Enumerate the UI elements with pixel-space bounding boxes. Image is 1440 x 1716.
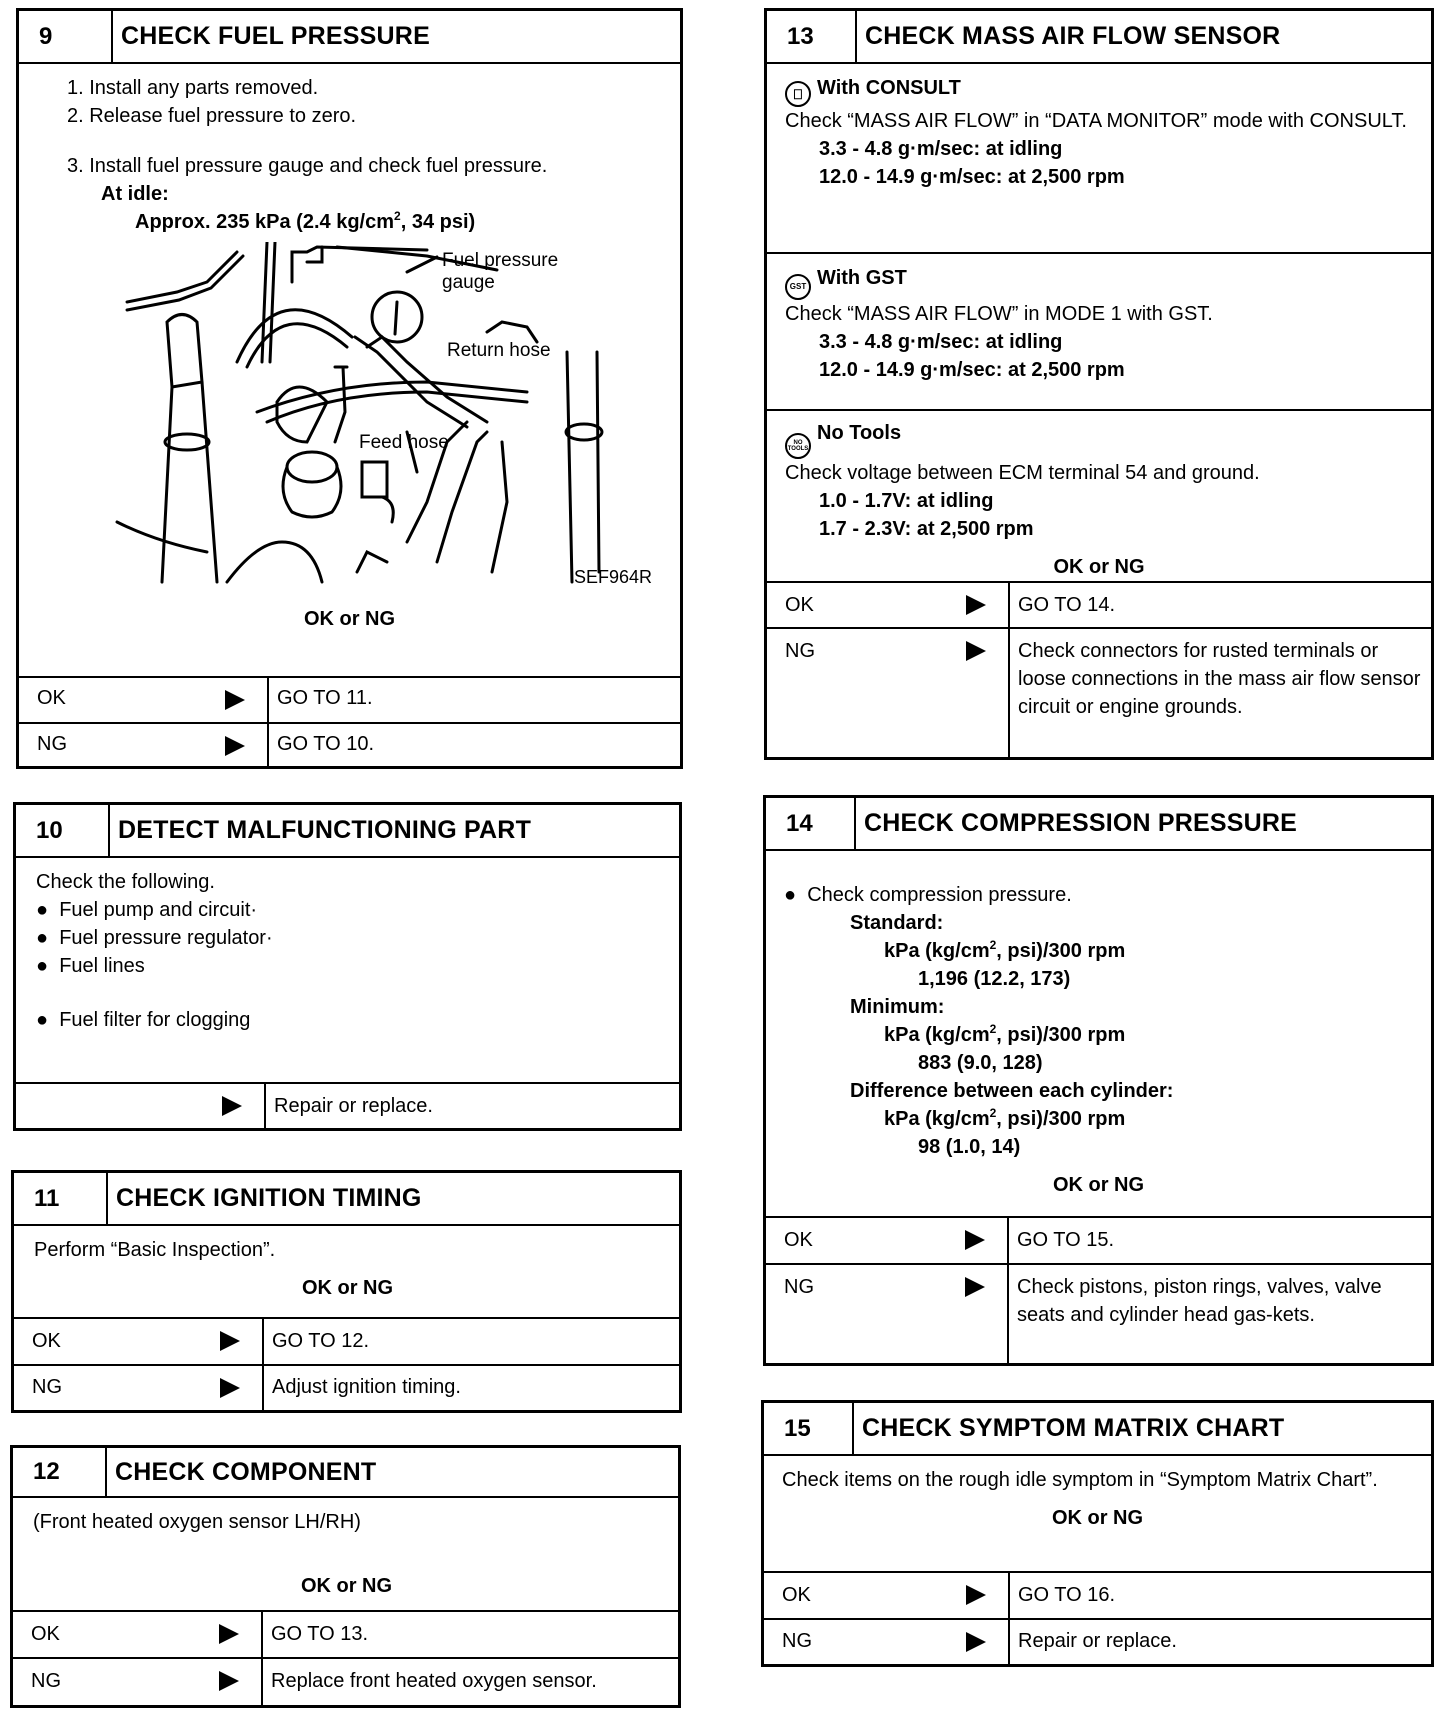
bullet-item: ● Check compression pressure.	[784, 884, 1072, 906]
spec-label: Minimum:	[850, 996, 945, 1018]
spec-line: 1.7 - 2.3V: at 2,500 rpm	[819, 518, 1034, 540]
result-label: NG	[37, 733, 67, 755]
method-text: Check “MASS AIR FLOW” in MODE 1 with GST.	[785, 302, 1213, 325]
step-10-body	[16, 858, 679, 1082]
step-14-body	[766, 851, 1431, 1216]
step-number: 11	[14, 1173, 108, 1224]
triangle-right-icon	[220, 1378, 240, 1398]
step-title: CHECK COMPRESSION PRESSURE	[864, 809, 1298, 837]
unit-text: kPa (kg/cm	[884, 1024, 990, 1046]
spec-label: Standard:	[850, 912, 944, 934]
result-label: OK	[37, 687, 66, 709]
intro-text: Check the following.	[36, 871, 215, 893]
no-tools-icon: NO TOOLS	[785, 433, 811, 459]
spec-unit	[784, 937, 1413, 965]
gst-icon: GST	[785, 274, 811, 300]
result-action: Repair or replace.	[1018, 1630, 1177, 1652]
step-15-header	[764, 1403, 1431, 1456]
decision-label: OK or NG	[1053, 556, 1145, 578]
bullet-item: ● Fuel filter for clogging	[36, 1009, 251, 1031]
triangle-right-icon	[225, 690, 245, 710]
engine-bay-drawing-icon	[107, 242, 652, 587]
triangle-right-icon	[222, 1096, 242, 1116]
result-action: GO TO 11.	[277, 687, 373, 709]
result-action: GO TO 14.	[1018, 594, 1116, 616]
step-title: CHECK FUEL PRESSURE	[121, 22, 430, 50]
step-13-box	[764, 8, 1434, 760]
instruction-2: 2. Release fuel pressure to zero.	[67, 105, 357, 127]
method-heading-text: No Tools	[817, 422, 902, 444]
step-title: CHECK MASS AIR FLOW SENSOR	[865, 22, 1281, 50]
unit-text: , psi)/300 rpm	[996, 940, 1126, 962]
result-label: OK	[782, 1584, 811, 1606]
result-action: GO TO 15.	[1017, 1229, 1115, 1251]
method-no-tools	[767, 411, 1431, 581]
superscript: 2	[989, 938, 997, 952]
decision-label: OK or NG	[1051, 1507, 1144, 1529]
spec-line: 1.0 - 1.7V: at idling	[819, 490, 994, 512]
method-text: Check voltage between ECM terminal 54 and ground.	[785, 462, 1260, 484]
figure-id: SEF964R	[573, 567, 652, 587]
return-hose-label: Return hose	[447, 340, 551, 361]
result-label: NG	[31, 1670, 61, 1692]
bullet-text: Check compression pressure.	[807, 884, 1072, 906]
step-title: CHECK SYMPTOM MATRIX CHART	[862, 1414, 1285, 1442]
bullet-item: ● Fuel pump and circuit·	[36, 899, 258, 921]
bullet-text: Fuel pressure regulator·	[59, 927, 273, 949]
step-9-header	[19, 11, 680, 64]
result-row	[16, 1082, 679, 1128]
spec-label: At idle:	[101, 183, 169, 205]
result-row-ng	[14, 1364, 679, 1410]
result-row-ok	[766, 1216, 1431, 1263]
spec-value: 1,196 (12.2, 173)	[918, 968, 1071, 990]
triangle-right-icon	[225, 736, 245, 756]
triangle-right-icon	[220, 1331, 240, 1351]
result-action: GO TO 10.	[277, 733, 375, 755]
spec-unit	[784, 1021, 1413, 1049]
triangle-right-icon	[219, 1671, 239, 1691]
body-text: (Front heated oxygen sensor LH/RH)	[33, 1511, 361, 1533]
bullet-text: Fuel filter for clogging	[59, 1009, 251, 1031]
step-number: 10	[16, 805, 110, 856]
spec-line: 12.0 - 14.9 g·m/sec: at 2,500 rpm	[819, 358, 1125, 381]
spec-value: 98 (1.0, 14)	[918, 1136, 1021, 1158]
step-9-body	[19, 64, 680, 676]
feed-hose-label: Feed hose	[359, 432, 449, 453]
step-11-header	[14, 1173, 679, 1226]
body-text: Perform “Basic Inspection”.	[34, 1239, 276, 1261]
method-heading-text: With CONSULT	[817, 77, 961, 99]
step-10-header	[16, 805, 679, 858]
step-10-box	[13, 802, 682, 1131]
spec-value-text: , 34 psi)	[400, 211, 476, 233]
result-action: Repair or replace.	[274, 1095, 433, 1117]
step-12-box	[10, 1445, 681, 1708]
result-row-ng	[13, 1657, 678, 1705]
label-line: gauge	[442, 272, 495, 293]
method-heading-text: With GST	[817, 266, 907, 289]
step-12-body	[13, 1498, 678, 1610]
triangle-right-icon	[966, 641, 986, 661]
bullet-item: ● Fuel lines	[36, 955, 145, 977]
method-heading	[785, 419, 1413, 459]
unit-text: kPa (kg/cm	[884, 940, 990, 962]
step-number: 12	[13, 1448, 107, 1496]
spec-value-text: Approx. 235 kPa (2.4 kg/cm	[135, 211, 395, 233]
spec-unit	[784, 1105, 1413, 1133]
superscript: 2	[989, 1106, 997, 1120]
triangle-right-icon	[219, 1624, 239, 1644]
step-15-body	[764, 1456, 1431, 1571]
instruction-1: 1. Install any parts removed.	[67, 77, 319, 99]
result-row-ng	[19, 722, 680, 766]
method-heading	[785, 74, 1413, 107]
decision-label: OK or NG	[1052, 1174, 1145, 1196]
result-row-ok	[767, 581, 1431, 627]
step-14-header	[766, 798, 1431, 851]
result-action: Adjust ignition timing.	[272, 1376, 461, 1398]
triangle-right-icon	[966, 595, 986, 615]
bullet-text: Fuel pump and circuit·	[59, 899, 258, 921]
step-number: 14	[766, 798, 856, 849]
spec-value	[67, 208, 662, 236]
result-row-ok	[13, 1610, 678, 1657]
step-12-header	[13, 1448, 678, 1498]
spec-value: 883 (9.0, 128)	[918, 1052, 1043, 1074]
result-label: OK	[31, 1623, 60, 1645]
label-line: Fuel pressure	[442, 250, 559, 271]
method-consult	[767, 64, 1431, 254]
step-14-box	[763, 795, 1434, 1366]
result-row-ng	[766, 1263, 1431, 1363]
result-row-ok	[19, 676, 680, 722]
method-heading	[785, 264, 1413, 300]
result-row-ng	[767, 627, 1431, 757]
step-title: DETECT MALFUNCTIONING PART	[118, 816, 532, 844]
result-action: Replace front heated oxygen sensor.	[271, 1670, 597, 1692]
method-gst	[767, 254, 1431, 411]
result-action: Check pistons, piston rings, valves, valve seats and cylinder head gas-kets.	[1017, 1276, 1382, 1326]
result-label: NG	[32, 1376, 62, 1398]
superscript: 2	[394, 209, 401, 223]
result-action: GO TO 16.	[1018, 1584, 1116, 1606]
result-action: GO TO 12.	[272, 1330, 370, 1352]
result-row-ok	[764, 1571, 1431, 1618]
result-label: OK	[785, 594, 814, 616]
method-text: Check “MASS AIR FLOW” in “DATA MONITOR” mode with CONSULT.	[785, 110, 1407, 132]
step-title: CHECK IGNITION TIMING	[116, 1184, 422, 1212]
result-label: NG	[784, 1276, 814, 1298]
result-label: NG	[785, 640, 815, 662]
bullet-item: ● Fuel pressure regulator·	[36, 927, 273, 949]
bullet-text: Fuel lines	[59, 955, 145, 977]
triangle-right-icon	[966, 1585, 986, 1605]
step-title: CHECK COMPONENT	[115, 1457, 377, 1486]
result-label: OK	[32, 1330, 61, 1352]
step-number: 13	[767, 11, 857, 62]
fuel-pressure-gauge-illustration	[107, 242, 652, 587]
triangle-right-icon	[966, 1632, 986, 1652]
triangle-right-icon	[965, 1277, 985, 1297]
unit-text: , psi)/300 rpm	[996, 1024, 1126, 1046]
spec-label: Difference between each cylinder:	[850, 1080, 1174, 1102]
result-action: GO TO 13.	[271, 1623, 369, 1645]
result-row-ok	[14, 1317, 679, 1364]
step-11-box	[11, 1170, 682, 1413]
step-13-header	[767, 11, 1431, 64]
spec-line: 3.3 - 4.8 g·m/sec: at idling	[819, 138, 1063, 160]
step-number: 9	[19, 11, 113, 62]
decision-label: OK or NG	[301, 1277, 394, 1299]
result-label: NG	[782, 1630, 812, 1652]
step-15-box	[761, 1400, 1434, 1667]
triangle-right-icon	[965, 1230, 985, 1250]
decision-label: OK or NG	[300, 1575, 393, 1597]
result-label: OK	[784, 1229, 813, 1251]
result-action: Check connectors for rusted terminals or loose connections in the mass air flow sensor circuit or engine grounds.	[1018, 640, 1421, 718]
unit-text: kPa (kg/cm	[884, 1108, 990, 1130]
decision-label: OK or NG	[303, 608, 396, 630]
step-9-box	[16, 8, 683, 769]
superscript: 2	[989, 1022, 997, 1036]
spec-line: 12.0 - 14.9 g·m/sec: at 2,500 rpm	[819, 166, 1125, 188]
consult-icon: ⎕	[785, 81, 811, 107]
instruction-3: 3. Install fuel pressure gauge and check fuel pressure.	[67, 155, 548, 177]
step-number: 15	[764, 1403, 854, 1454]
fuel-pressure-gauge-label	[442, 250, 558, 294]
result-row-ng	[764, 1618, 1431, 1664]
body-text: Check items on the rough idle symptom in “Symptom Matrix Chart”.	[782, 1469, 1378, 1491]
spec-line: 3.3 - 4.8 g·m/sec: at idling	[819, 330, 1063, 353]
step-11-body	[14, 1226, 679, 1317]
unit-text: , psi)/300 rpm	[996, 1108, 1126, 1130]
